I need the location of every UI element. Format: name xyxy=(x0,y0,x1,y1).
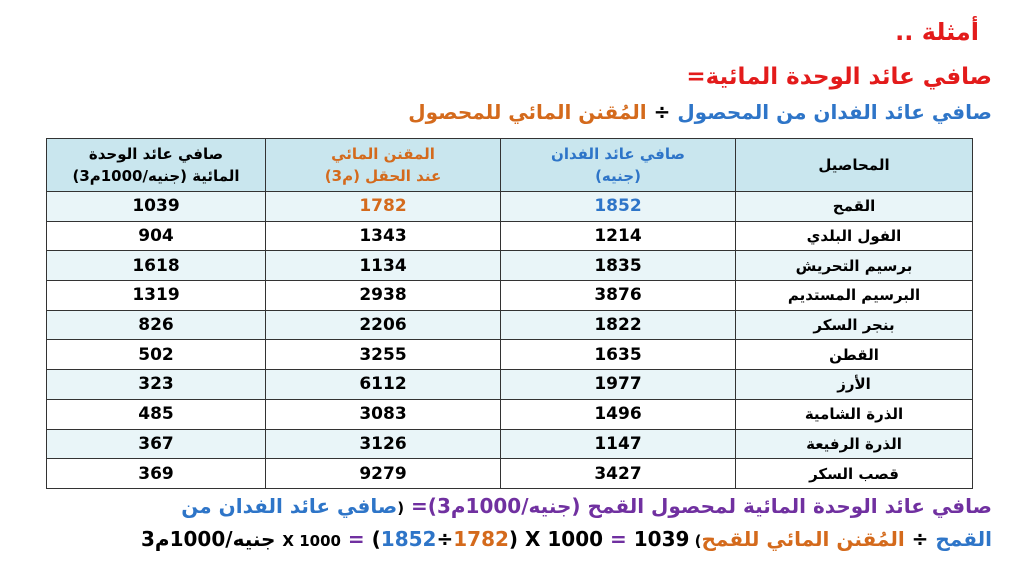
unit-return-cell: 502 xyxy=(47,340,266,370)
header-net-return xyxy=(501,139,736,192)
example-line-2 xyxy=(141,527,992,551)
table-header-row xyxy=(47,139,973,192)
example-times-1000: ) X 1000 xyxy=(282,532,702,550)
example-times-1000-b: ) X 1000 xyxy=(508,527,604,551)
example-paren-open: ( xyxy=(371,527,381,551)
net-return-cell: 1835 xyxy=(501,251,736,281)
header-water-line1: المقنن المائي xyxy=(331,145,435,163)
crop-cell: الأرز xyxy=(736,370,973,400)
table-row xyxy=(47,370,973,400)
unit-return-cell: 1618 xyxy=(47,251,266,281)
example-line-1 xyxy=(181,494,992,518)
net-return-cell: 3876 xyxy=(501,281,736,311)
table-row xyxy=(47,281,973,311)
water-cell: 2938 xyxy=(266,281,501,311)
net-return-cell: 1214 xyxy=(501,221,736,251)
header-unit-return-line1: صافي عائد الوحدة xyxy=(88,145,224,163)
unit-return-cell: 323 xyxy=(47,370,266,400)
formula-definition xyxy=(408,100,992,124)
example-divide: ÷ xyxy=(911,527,929,551)
unit-return-cell: 1039 xyxy=(47,192,266,222)
example-value-1852: 1852 xyxy=(380,527,437,551)
header-unit-return xyxy=(47,139,266,192)
water-cell: 1134 xyxy=(266,251,501,281)
crop-cell: الذرة الشامية xyxy=(736,399,973,429)
water-cell: 2206 xyxy=(266,310,501,340)
example-equals-2: = xyxy=(610,527,627,551)
water-cell: 3083 xyxy=(266,399,501,429)
table-row xyxy=(47,251,973,281)
unit-return-cell: 485 xyxy=(47,399,266,429)
formula-water-duty: المُقنن المائي للمحصول xyxy=(408,100,647,124)
net-return-cell: 1977 xyxy=(501,370,736,400)
crop-cell: القمح xyxy=(736,192,973,222)
crop-cell: الذرة الرفيعة xyxy=(736,429,973,459)
formula-net-return: صافي عائد الفدان من المحصول xyxy=(677,100,992,124)
example-divide-symbol: ÷ xyxy=(436,527,454,551)
header-net-return-line2: (جنيه) xyxy=(595,167,641,185)
water-cell: 3126 xyxy=(266,429,501,459)
unit-return-cell: 369 xyxy=(47,459,266,489)
example-title: صافي عائد الوحدة المائية لمحصول القمح (جنيه/1000م3)= xyxy=(411,494,992,518)
example-net-return-label: صافي عائد الفدان من xyxy=(181,494,398,518)
unit-return-cell: 367 xyxy=(47,429,266,459)
example-wheat-label: القمح xyxy=(935,527,992,551)
water-cell: 3255 xyxy=(266,340,501,370)
net-return-cell: 1147 xyxy=(501,429,736,459)
crop-cell: القطن xyxy=(736,340,973,370)
water-cell: 6112 xyxy=(266,370,501,400)
net-return-cell: 1822 xyxy=(501,310,736,340)
crop-cell: الفول البلدي xyxy=(736,221,973,251)
formula-title: صافي عائد الوحدة المائية= xyxy=(686,64,992,90)
example-water-label: المُقنن المائي للقمح xyxy=(701,527,905,551)
crop-cell: برسيم التحريش xyxy=(736,251,973,281)
example-result: 1039 جنيه/1000م3 xyxy=(141,527,690,551)
table-row xyxy=(47,221,973,251)
net-return-cell: 1852 xyxy=(501,192,736,222)
table-row xyxy=(47,459,973,489)
table-row xyxy=(47,310,973,340)
formula-divide: ÷ xyxy=(653,100,671,124)
net-return-cell: 1496 xyxy=(501,399,736,429)
header-water-line2: عند الحقل (م3) xyxy=(324,167,442,185)
water-cell: 1343 xyxy=(266,221,501,251)
slide-heading: أمثلة .. xyxy=(895,18,979,46)
water-cell: 9279 xyxy=(266,459,501,489)
unit-return-cell: 1319 xyxy=(47,281,266,311)
header-water-duty xyxy=(266,139,501,192)
water-cell: 1782 xyxy=(266,192,501,222)
net-return-cell: 1635 xyxy=(501,340,736,370)
crop-cell: البرسيم المستديم xyxy=(736,281,973,311)
table-row xyxy=(47,340,973,370)
example-open-paren: ( xyxy=(397,499,405,517)
crop-cell: بنجر السكر xyxy=(736,310,973,340)
table-row xyxy=(47,429,973,459)
crops-water-table xyxy=(46,138,973,489)
unit-return-cell: 826 xyxy=(47,310,266,340)
header-net-return-line1: صافي عائد الفدان xyxy=(551,145,685,163)
header-unit-return-line2: المائية (جنيه/1000م3) xyxy=(72,167,240,185)
table-row xyxy=(47,399,973,429)
table-row xyxy=(47,192,973,222)
unit-return-cell: 904 xyxy=(47,221,266,251)
crop-cell: قصب السكر xyxy=(736,459,973,489)
example-value-1782: 1782 xyxy=(453,527,509,551)
example-equals: = xyxy=(347,527,365,551)
net-return-cell: 3427 xyxy=(501,459,736,489)
header-crops: المحاصيل xyxy=(736,139,973,192)
